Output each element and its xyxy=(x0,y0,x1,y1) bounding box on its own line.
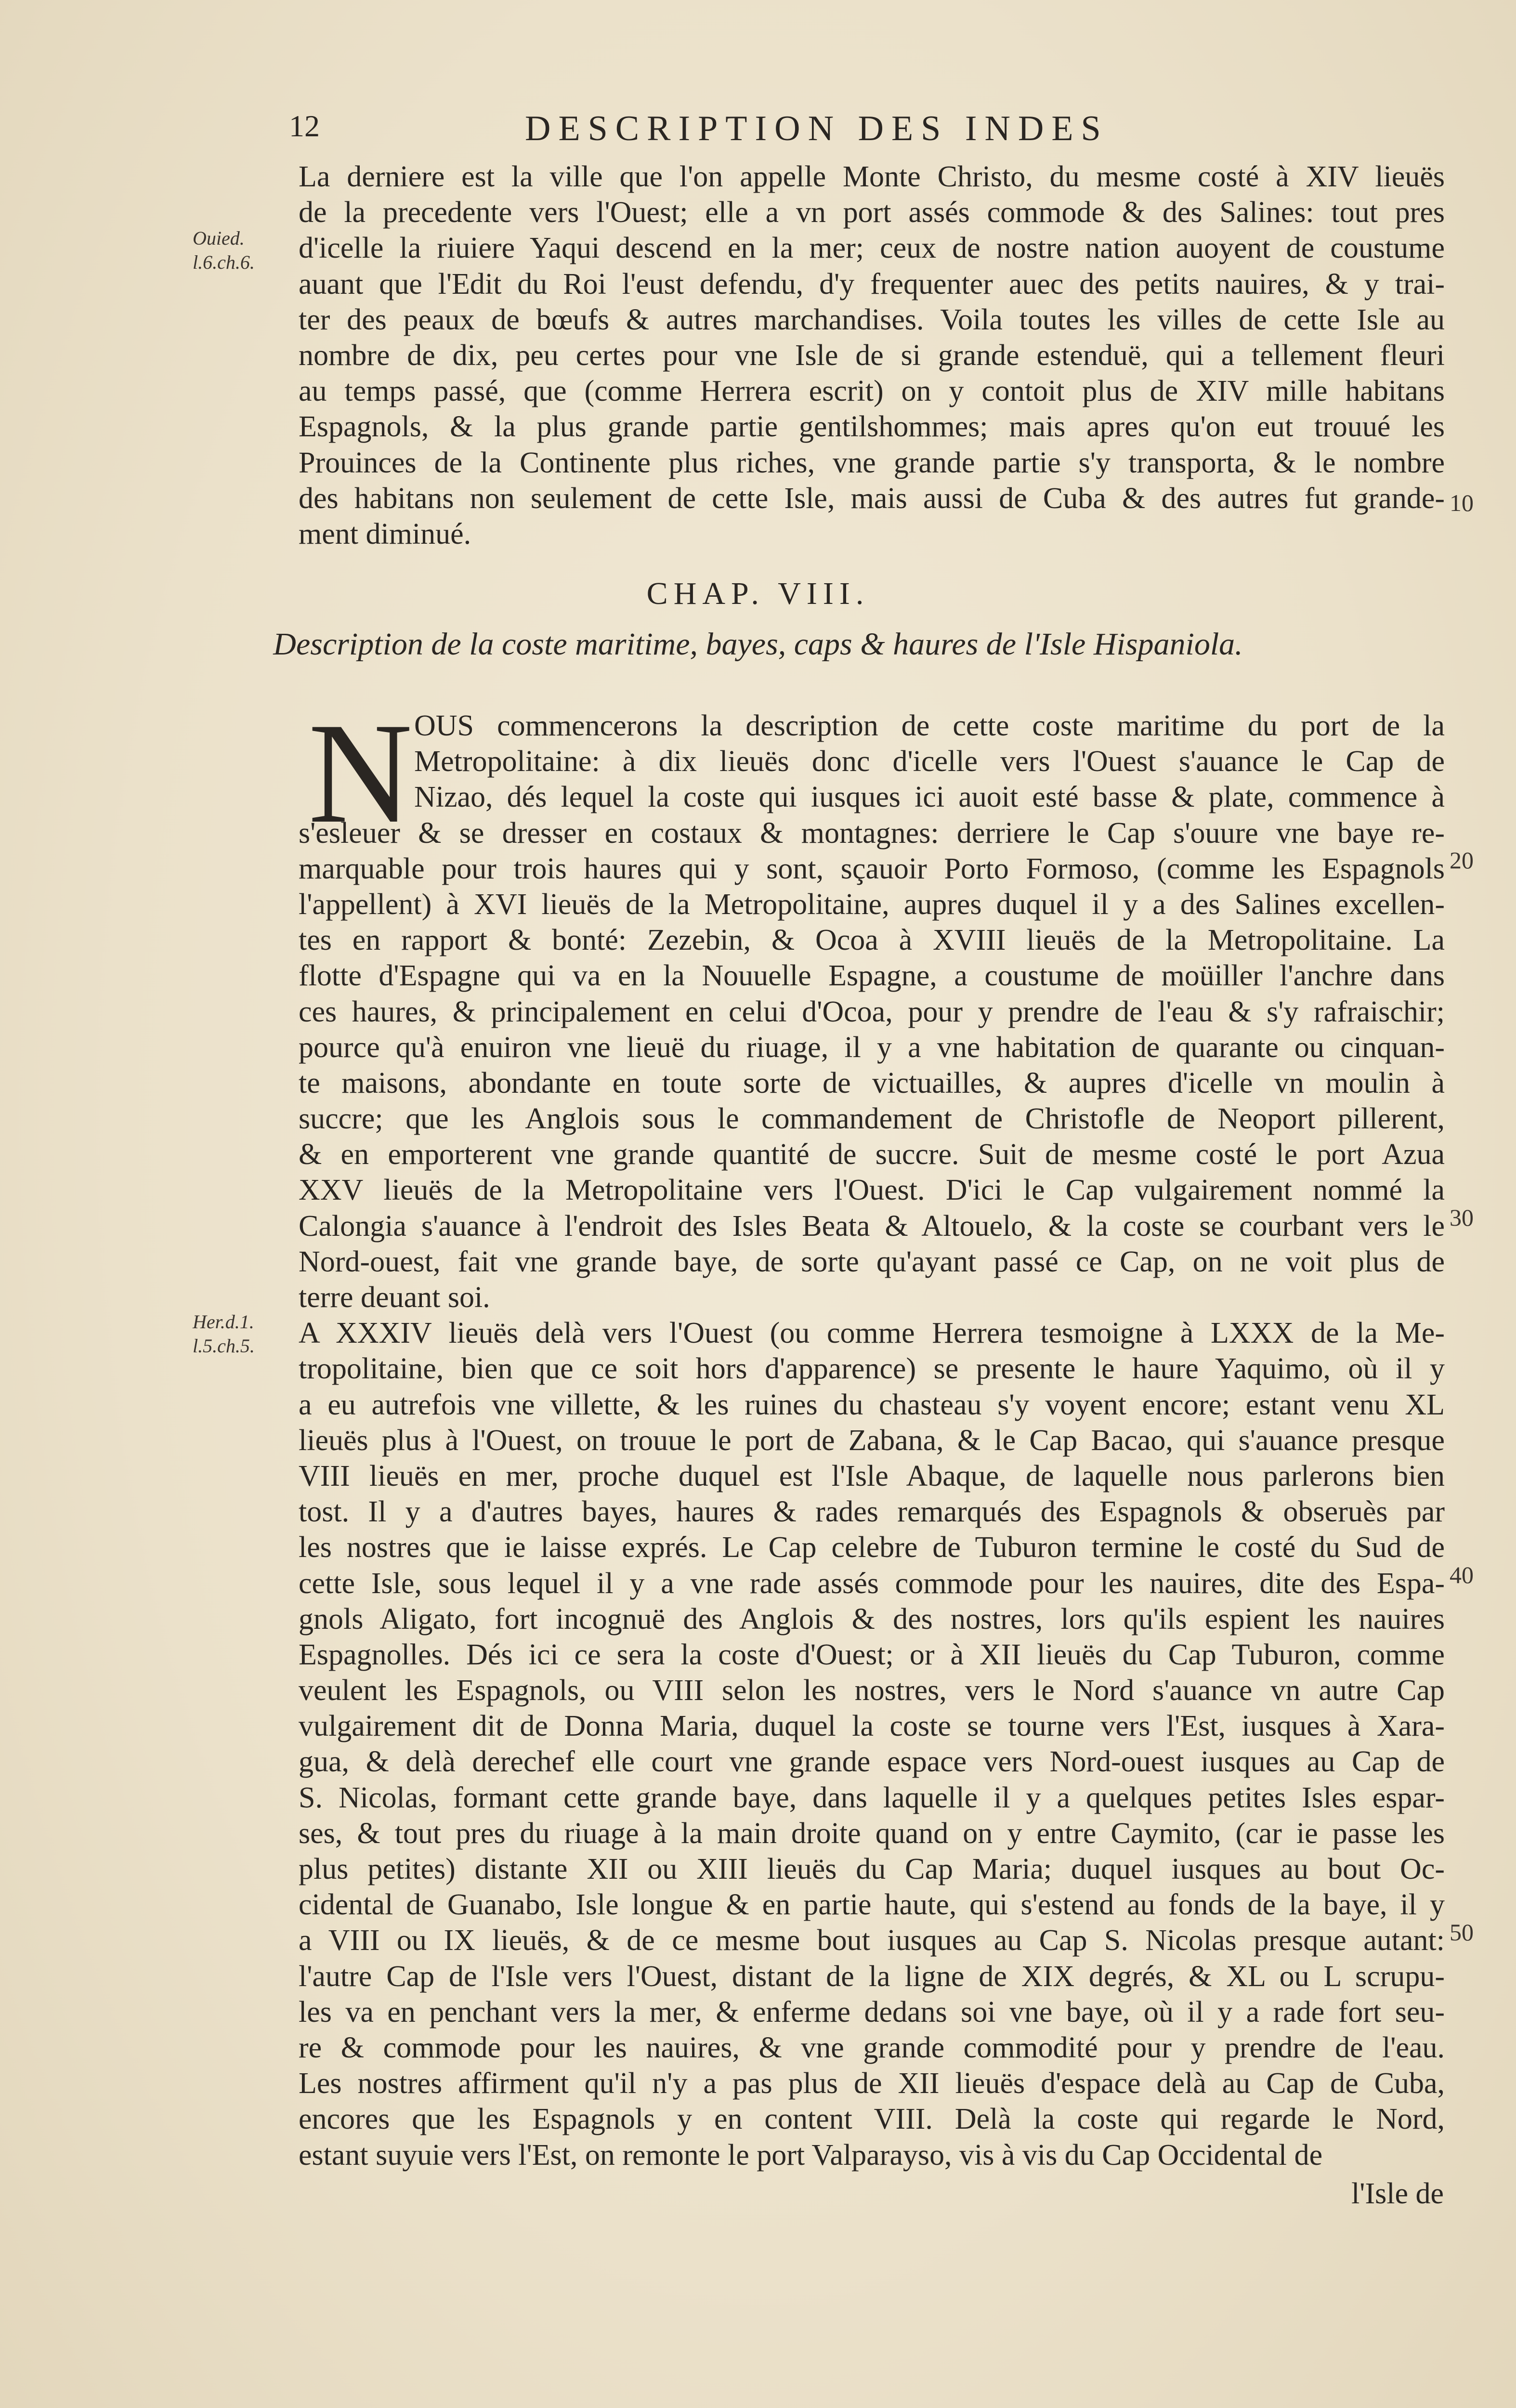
text-line: cette Isle, sous lequel il y a vne rade assés commode pour les nauires, dite des Espa- xyxy=(299,1567,1445,1600)
text-line: Nizao, dés lequel la coste qui iusques ici auoit esté basse & plate, commence à xyxy=(414,781,1445,814)
running-title: DESCRIPTION DES INDES xyxy=(525,109,1109,148)
text-line: encores que les Espagnols y en content VIII. Delà la coste qui regarde le Nord, xyxy=(299,2103,1445,2136)
text-line: pource qu'à enuiron vne lieuë du riuage, il y a vne habitation de quarante ou cinquan- xyxy=(299,1031,1445,1064)
text-line: Nord-ouest, fait vne grande baye, de sorte qu'ayant passé ce Cap, on ne voit plus de xyxy=(299,1245,1445,1278)
text-line: La derniere est la ville que l'on appelle Monte Christo, du mesme costé à XIV lieuës xyxy=(299,160,1445,193)
text-line: ter des peaux de bœufs & autres marchandises. Voila toutes les villes de cette Isle au xyxy=(299,303,1445,336)
text-line: ses, & tout pres du riuage à la main droite quand on y entre Caymito, (car ie passe les xyxy=(299,1817,1445,1850)
text-line: & en emporterent vne grande quantité de succre. Suit de mesme costé le port Azua xyxy=(299,1138,1445,1171)
margin-note-ouiedo: Ouied. l.6.ch.6. xyxy=(193,227,255,273)
text-line: re & commode pour les nauires, & vne grande commodité pour y prendre de l'eau. xyxy=(299,2031,1445,2064)
text-line: Metropolitaine: à dix lieuës donc d'icelle vers l'Ouest s'auance le Cap de xyxy=(414,745,1445,778)
text-line: auant que l'Edit du Roi l'eust defendu, d'y frequenter auec des petits nauires, & y trai- xyxy=(299,267,1445,301)
text-line: Prouinces de la Continente plus riches, vne grande partie s'y transporta, & le nombre xyxy=(299,446,1445,479)
text-line: te maisons, abondante en toute sorte de victuailles, & aupres d'icelle vn moulin à xyxy=(299,1066,1445,1099)
chapter-heading: CHAP. VIII. xyxy=(646,576,870,611)
line-number-40: 40 xyxy=(1450,1561,1474,1588)
text-line: cidental de Guanabo, Isle longue & en partie haute, qui s'estend au fonds de la baye, il y xyxy=(299,1888,1445,1922)
text-line: terre deuant soi. xyxy=(299,1281,490,1314)
line-number-50: 50 xyxy=(1450,1919,1474,1946)
text-line: A XXXIV lieuës delà vers l'Ouest (ou comme Herrera tesmoigne à LXXX de la Me- xyxy=(299,1317,1445,1350)
text-line: s'esleuer & se dresser en costaux & montagnes: derriere le Cap s'ouure vne baye re- xyxy=(299,816,1445,850)
page-number: 12 xyxy=(289,109,320,143)
text-line: l'appellent) à XVI lieuës de la Metropolitaine, aupres duquel il y a des Salines excellen- xyxy=(299,888,1445,921)
text-line: nombre de dix, peu certes pour vne Isle de si grande estenduë, qui a tellement fleuri xyxy=(299,339,1445,372)
text-line: a VIII ou IX lieuës, & de ce mesme bout iusques au Cap S. Nicolas presque autant: xyxy=(299,1924,1445,1957)
text-line: des habitans non seulement de cette Isle, mais aussi de Cuba & des autres fut grande- xyxy=(299,482,1445,515)
text-line: gnols Aligato, fort incognuë des Anglois & des nostres, lors qu'ils espient les nauires xyxy=(299,1602,1445,1636)
text-line: Calongia s'auance à l'endroit des Isles Beata & Altouelo, & la coste se courbant vers le xyxy=(299,1209,1445,1243)
text-line: Espagnolles. Dés ici ce sera la coste d'Ouest; or à XII lieuës du Cap Tuburon, comme xyxy=(299,1638,1445,1671)
text-line: succre; que les Anglois sous le commandement de Christofle de Neoport pillerent, xyxy=(299,1102,1445,1136)
line-number-30: 30 xyxy=(1450,1204,1474,1231)
text-line: ces haures, & principalement en celui d'Ocoa, pour y prendre de l'eau & s'y rafraischir; xyxy=(299,995,1445,1028)
text-line: plus petites) distante XII ou XIII lieuës du Cap Maria; duquel iusques au bout Oc- xyxy=(299,1853,1445,1885)
text-line: les va en penchant vers la mer, & enferme dedans soi vne baye, où il y a rade fort seu- xyxy=(299,1995,1445,2028)
text-line: estant suyuie vers l'Est, on remonte le port Valparayso, vis à vis du Cap Occidental de xyxy=(299,2138,1323,2172)
text-line: Espagnols, & la plus grande partie gentilshommes; mais apres qu'on eut trouué les xyxy=(299,410,1445,444)
paragraph-1 xyxy=(299,159,1445,552)
text-line: VIII lieuës en mer, proche duquel est l'Isle Abaque, de laquelle nous parlerons bien xyxy=(299,1459,1445,1492)
text-line: marquable pour trois haures qui y sont, sçauoir Porto Formoso, (comme les Espagnols xyxy=(299,852,1445,885)
line-number-10: 10 xyxy=(1450,489,1474,516)
text-line: Les nostres affirment qu'il n'y a pas plus de XII lieuës d'espace delà au Cap de Cuba, xyxy=(299,2067,1445,2100)
line-number-20: 20 xyxy=(1450,847,1474,874)
text-line: vulgairement dit de Donna Maria, duquel la coste se tourne vers l'Est, iusques à Xara- xyxy=(299,1710,1445,1743)
text-line: tost. Il y a d'autres bayes, haures & rades remarqués des Espagnols & obseruès par xyxy=(299,1495,1445,1529)
text-line: de la precedente vers l'Ouest; elle a vn port assés commode & des Salines: tout pres xyxy=(299,196,1445,229)
text-line: gua, & delà derechef elle court vne grande espace vers Nord-ouest iusques au Cap de xyxy=(299,1745,1445,1779)
drop-cap-initial: N xyxy=(308,693,413,853)
margin-note-herrera: Her.d.1. l.5.ch.5. xyxy=(193,1311,255,1357)
text-line: veulent les Espagnols, ou VIII selon les nostres, vers le Nord s'auance vn autre Cap xyxy=(299,1674,1445,1707)
text-line: les nostres que ie laisse exprés. Le Cap celebre de Tuburon termine le costé du Sud de xyxy=(299,1531,1445,1564)
text-line: S. Nicolas, formant cette grande baye, dans laquelle il y a quelques petites Isles espar- xyxy=(299,1781,1445,1814)
text-line: ment diminué. xyxy=(299,517,471,550)
text-line: a eu autrefois vne villette, & les ruines du chasteau s'y voyent encore; estant venu XL xyxy=(299,1388,1445,1421)
paragraph-2 xyxy=(299,708,1445,2173)
catchword: l'Isle de xyxy=(1351,2177,1444,2210)
page-header xyxy=(289,108,1454,161)
text-line: flotte d'Espagne qui va en la Nouuelle Espagne, a coustume de moüiller l'anchre dans xyxy=(299,959,1445,993)
text-line: OUS commencerons la description de cette coste maritime du port de la xyxy=(414,709,1445,742)
text-line: tes en rapport & bonté: Zezebin, & Ocoa à XVIII lieuës de la Metropolitaine. La xyxy=(299,924,1445,957)
text-line: XXV lieuës de la Metropolitaine vers l'Ouest. D'ici le Cap vulgairement nommé la xyxy=(299,1174,1445,1207)
text-line: tropolitaine, bien que ce soit hors d'apparence) se presente le haure Yaquimo, où il y xyxy=(299,1352,1445,1386)
text-line: l'autre Cap de l'Isle vers l'Ouest, distant de la ligne de XIX degrés, & XL ou L scrupu- xyxy=(299,1960,1445,1993)
chapter-description: Description de la coste maritime, bayes, caps & haures de l'Isle Hispaniola. xyxy=(273,627,1243,662)
text-line: d'icelle la riuiere Yaqui descend en la mer; ceux de nostre nation auoyent de coustume xyxy=(299,232,1445,265)
text-line: lieuës plus à l'Ouest, on trouue le port de Zabana, & le Cap Bacao, qui s'auance presque xyxy=(299,1424,1445,1457)
text-line: au temps passé, que (comme Herrera escrit) on y contoit plus de XIV mille habitans xyxy=(299,375,1445,408)
